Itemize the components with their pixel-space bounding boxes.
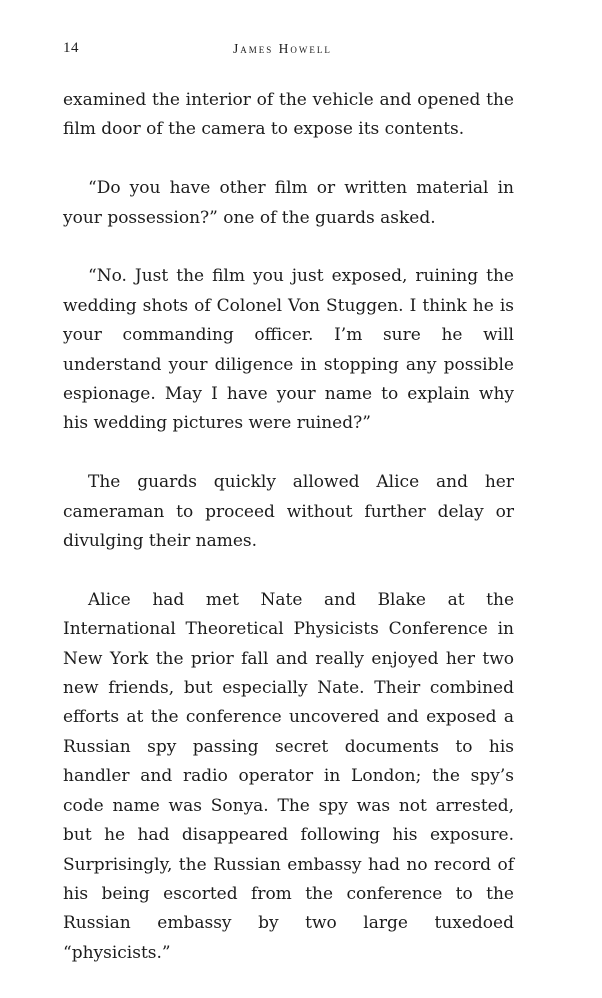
paragraph-guard-question: “Do you have other film or written material in your possession?” one of the guards asked. [63, 178, 514, 228]
paragraph-guards-allow: The guards quickly allowed Alice and her cameraman to proceed without further delay or divulging their names. [63, 472, 514, 552]
paragraph-alice-reply: “No. Just the film you just exposed, ruining the wedding shots of Colonel Von Stuggen. I think he is your commanding officer. I’m sure he will understand your diligence in stopping any possible espionage. May I have your name to explain why his wedding pictures were ruined?” [63, 266, 514, 434]
paragraph-continued: examined the interior of the vehicle and opened the film door of the camera to expose its contents. [63, 90, 514, 140]
running-header [63, 40, 514, 60]
page-number: 14 [63, 40, 79, 56]
author-name: James Howell [233, 41, 332, 56]
body-text [63, 86, 514, 998]
paragraph-alice-backstory: Alice had met Nate and Blake at the International Theoretical Physicists Conference in New York the prior fall and really enjoyed her two new friends, but especially Nate. Their combined efforts at the conference uncovered and exposed a Russian spy passing secret documents to his handler and radio operator in London; the spy’s code name was Sonya. The spy was not arrested, but he had disappeared following his exposure. Surprisingly, the Russian embassy had no record of his being escorted from the conference to the Russian embassy by two large tuxedoed “physicists.” [63, 589, 514, 963]
